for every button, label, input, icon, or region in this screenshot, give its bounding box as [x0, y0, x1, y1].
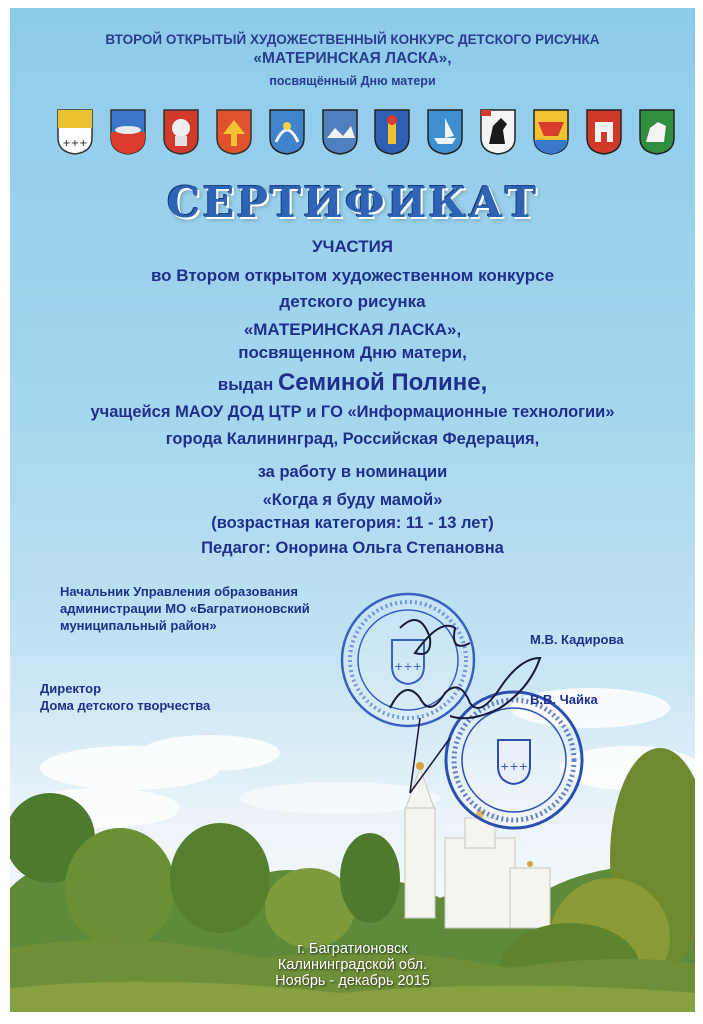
- official-title: [60, 583, 360, 634]
- crest-icon: [638, 108, 676, 156]
- official-title-line: муниципальный район»: [60, 618, 217, 633]
- official-name: М.В. Кадирова: [530, 632, 624, 647]
- crest-icon: [109, 108, 147, 156]
- recipient-name: Семиной Полине,: [277, 369, 488, 396]
- certificate-line4: посвященном Дню матери,: [238, 343, 467, 362]
- crest-icon: [56, 108, 94, 156]
- svg-text:+++: +++: [62, 138, 88, 149]
- issued-prefix: выдан: [217, 375, 274, 394]
- crest-icon: [321, 108, 359, 156]
- certificate-sheet: [10, 8, 695, 1012]
- nomination-intro: за работу в номинации: [257, 463, 448, 481]
- crest-icon: [532, 108, 570, 156]
- svg-text:+++: +++: [500, 760, 528, 773]
- school-line: учащейся МАОУ ДОД ЦТР и ГО «Информационные технологии»: [90, 403, 615, 421]
- director-name: В.В. Чайка: [530, 692, 598, 707]
- place-date: Ноябрь - декабрь 2015: [275, 973, 430, 989]
- certificate-title: СЕРТИФИКАТ: [166, 178, 539, 227]
- recipient-line: [10, 369, 695, 397]
- place-and-date: [10, 941, 695, 989]
- nomination-title: «Когда я буду мамой»: [262, 491, 443, 509]
- director-title-line: Дома детского творчества: [40, 698, 211, 713]
- crest-icon: [162, 108, 200, 156]
- crest-icon: [215, 108, 253, 156]
- city-line: города Калининград, Российская Федерация,: [165, 430, 540, 448]
- coats-of-arms-row: [56, 108, 676, 160]
- age-category: (возрастная категория: 11 - 13 лет): [211, 514, 494, 532]
- certificate-line2: детского рисунка: [279, 292, 426, 311]
- contest-name: «МАТЕРИНСКАЯ ЛАСКА»,: [243, 320, 462, 339]
- certificate-subtitle: УЧАСТИЯ: [311, 237, 394, 256]
- crest-icon: [268, 108, 306, 156]
- crest-icon: [426, 108, 464, 156]
- crest-icon: [585, 108, 623, 156]
- certificate-line1: во Втором открытом художественном конкурсе: [150, 266, 555, 285]
- contest-header-line3: посвящённый Дню матери: [269, 74, 436, 88]
- director-title: [40, 680, 270, 714]
- official-title-line: администрации МО «Багратионовский: [60, 601, 310, 616]
- teacher-line: Педагог: Онорина Ольга Степановна: [201, 539, 504, 557]
- contest-header-line1: ВТОРОЙ ОТКРЫТЫЙ ХУДОЖЕСТВЕННЫЙ КОНКУРС ДЕТСКОГО РИСУНКА: [105, 32, 600, 47]
- crest-icon: [373, 108, 411, 156]
- place-city: г. Багратионовск: [297, 941, 408, 957]
- crest-icon: [479, 108, 517, 156]
- official-title-line: Начальник Управления образования: [60, 584, 298, 599]
- contest-header-line2: «МАТЕРИНСКАЯ ЛАСКА»,: [253, 50, 452, 67]
- director-title-line: Директор: [40, 681, 102, 696]
- place-region: Калининградской обл.: [277, 957, 428, 973]
- svg-text:+++: +++: [394, 660, 422, 673]
